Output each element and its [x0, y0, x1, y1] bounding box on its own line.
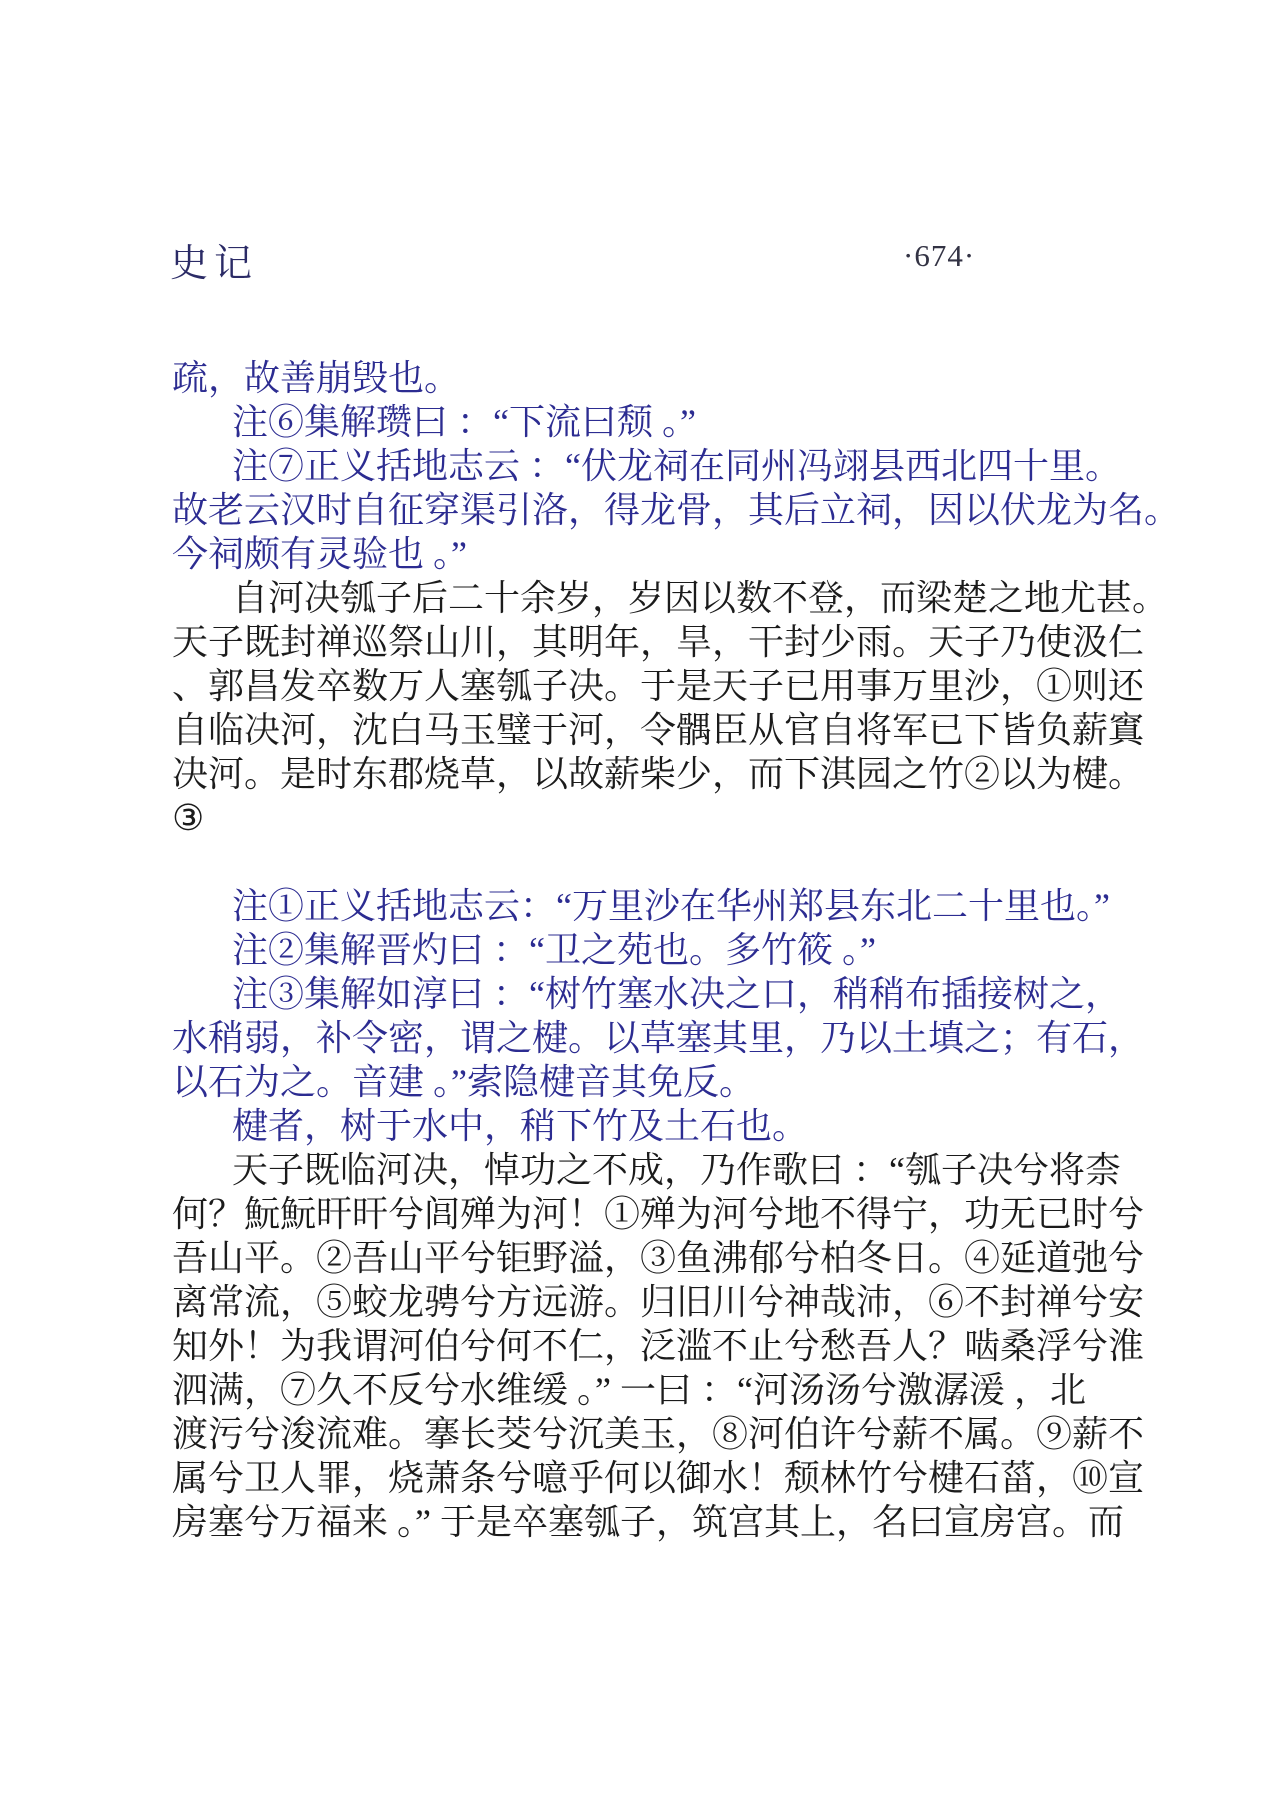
text-line: 吾山平。②吾山平兮钜野溢，③鱼沸郁兮柏冬日。④延道弛兮 [172, 1238, 1145, 1278]
text-line: 自河决瓠子后二十余岁，岁因以数不登，而梁楚之地尤甚。 [232, 578, 1169, 618]
page-number: ·674· [903, 238, 976, 273]
text-line: 、郭昌发卒数万人塞瓠子决。于是天子已用事万里沙，①则还 [172, 666, 1145, 706]
text-line: 渡污兮浚流难。搴长茭兮沉美玉，⑧河伯许兮薪不属。⑨薪不 [172, 1414, 1145, 1454]
text-line: 注⑦正义括地志云 ：“伏龙祠在同州冯翊县西北四十里。 [232, 446, 1121, 486]
text-line: 天子既临河决，悼功之不成，乃作歌曰 ：“瓠子决兮将柰 [232, 1150, 1121, 1190]
text-line: 故老云汉时自征穿渠引洛，得龙骨，其后立祠，因以伏龙为名。 [172, 490, 1181, 530]
text-line: 今祠颇有灵验也 。” [172, 534, 467, 574]
text-line: 疏，故善崩毁也。 [172, 358, 461, 398]
text-line: 泗满，⑦久不反兮水维缓 。” 一曰 ：“河汤汤兮激潺湲 ，北 [172, 1370, 1086, 1410]
text-line: 注①正义括地志云：“万里沙在华州郑县东北二十里也。” [232, 886, 1110, 926]
text-line: 自临决河，沈白马玉璧于河，令髃臣从官自将军已下皆负薪窴 [172, 710, 1145, 750]
text-line: 属兮卫人罪，烧萧条兮噫乎何以御水！颓林竹兮楗石菑，⑩宣 [172, 1458, 1145, 1498]
text-line: 离常流，⑤蛟龙骋兮方远游。归旧川兮神哉沛，⑥不封禅兮安 [172, 1282, 1145, 1322]
text-line: 天子既封禅巡祭山川，其明年，旱，干封少雨。天子乃使汲仁 [172, 622, 1145, 662]
book-title: 史记 [170, 243, 259, 285]
text-line: ③ [172, 798, 205, 838]
text-line: 注③集解如淳曰 ：“树竹塞水决之口，稍稍布插接树之， [232, 974, 1121, 1014]
text-block [172, 356, 1181, 1544]
text-line: 注⑥集解瓒曰 ：“下流曰颓 。” [232, 402, 696, 442]
text-line: 知外！为我谓河伯兮何不仁，泛滥不止兮愁吾人？啮桑浮兮淮 [172, 1326, 1145, 1366]
text-line: 房塞兮万福来 。” 于是卒塞瓠子，筑宫其上，名曰宣房宫。而 [172, 1502, 1124, 1542]
text-line: 以石为之。音建 。”索隐楗音其免反。 [172, 1062, 755, 1102]
text-line: 何？魭魭旰旰兮闾殚为河！①殚为河兮地不得宁，功无已时兮 [172, 1194, 1145, 1234]
text-line: 决河。是时东郡烧草，以故薪柴少，而下淇园之竹②以为楗。 [172, 754, 1145, 794]
blank-line [172, 840, 1157, 884]
text-line: 水稍弱，补令密，谓之楗。以草塞其里，乃以土填之；有石， [172, 1018, 1145, 1058]
text-line: 注②集解晋灼曰 ：“卫之苑也。多竹筱 。” [232, 930, 876, 970]
text-line: 楗者，树于水中，稍下竹及土石也。 [232, 1106, 809, 1146]
